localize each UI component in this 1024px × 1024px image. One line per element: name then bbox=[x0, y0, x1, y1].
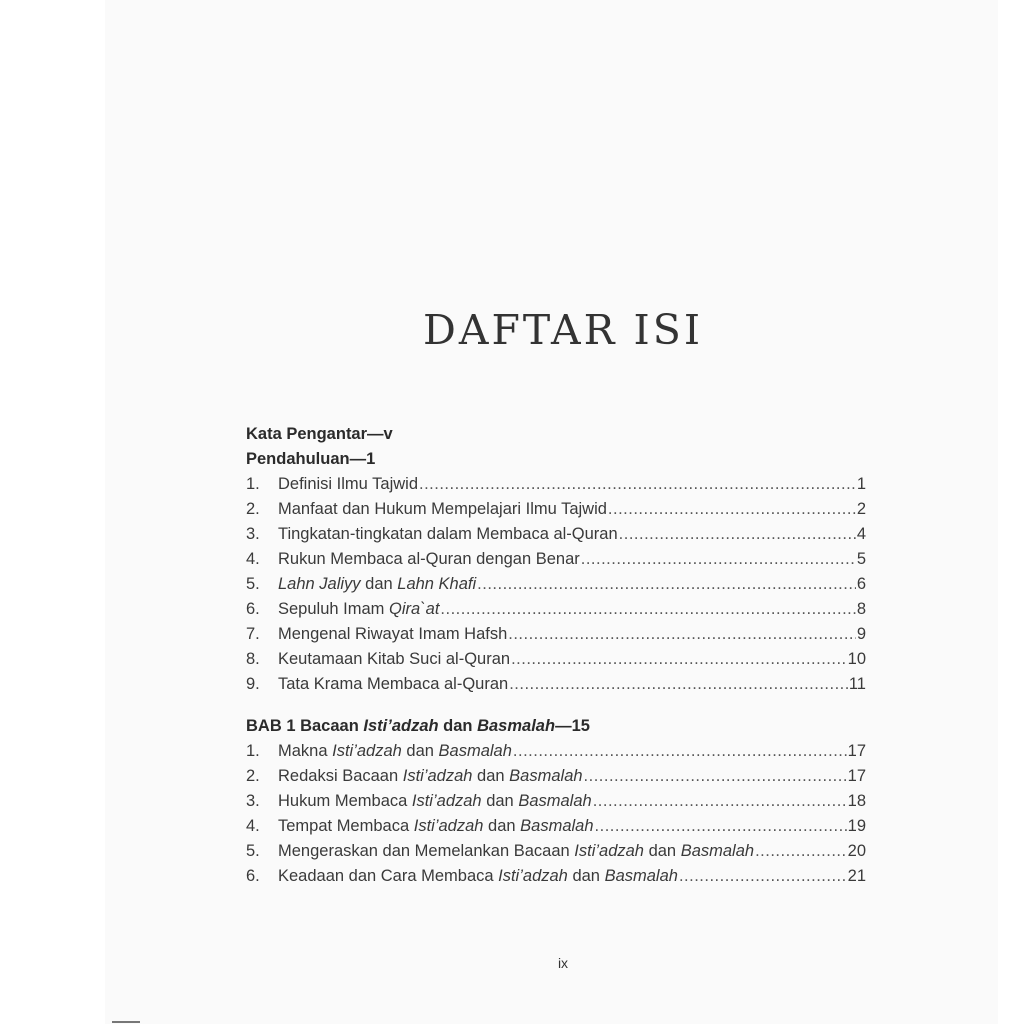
toc-entry[interactable] bbox=[246, 789, 866, 814]
table-of-contents bbox=[246, 422, 866, 889]
entry-text-part: Tingkatan-tingkatan dalam Membaca al-Quran bbox=[278, 525, 618, 543]
entry-text-part: Basmalah bbox=[438, 742, 512, 760]
entry-text-part: Isti’adzah bbox=[363, 717, 439, 735]
entry-text-part: Qira`at bbox=[388, 600, 440, 618]
entry-page-number: 4 bbox=[856, 525, 866, 543]
entry-text-part: Tata Krama Membaca al-Quran bbox=[278, 675, 509, 693]
dot-leader bbox=[477, 572, 856, 597]
entry-text-part: Isti’adzah bbox=[574, 842, 644, 860]
entry-text-part: Isti’adzah bbox=[498, 867, 568, 885]
entry-page-number: 6 bbox=[856, 575, 866, 593]
entry-text-part: Isti’adzah bbox=[402, 767, 473, 785]
entry-page-number: 2 bbox=[856, 500, 866, 518]
dot-leader bbox=[511, 647, 847, 672]
dot-leader bbox=[584, 764, 847, 789]
entry-number: 2. bbox=[246, 767, 260, 785]
dot-leader bbox=[608, 497, 856, 522]
entry-title bbox=[278, 864, 678, 889]
entry-number: 5. bbox=[246, 842, 260, 860]
entry-page-number: 21 bbox=[847, 867, 866, 885]
entry-text-part: Rukun Membaca al-Quran dengan Benar bbox=[278, 550, 580, 568]
entry-title bbox=[278, 789, 592, 814]
entry-page-number: 20 bbox=[847, 842, 866, 860]
entry-number: 9. bbox=[246, 675, 260, 693]
entry-text-part: Tempat Membaca bbox=[278, 817, 414, 835]
entry-text-part: dan bbox=[360, 575, 398, 593]
entry-text-part: dan bbox=[438, 717, 478, 735]
dot-leader bbox=[419, 472, 856, 497]
entry-number: 1. bbox=[246, 475, 260, 493]
entry-page-number: 18 bbox=[847, 792, 866, 810]
entry-number: 3. bbox=[246, 792, 260, 810]
entry-number: 3. bbox=[246, 525, 260, 543]
entry-text-part: dan bbox=[472, 767, 510, 785]
entry-text-part: Basmalah bbox=[509, 767, 583, 785]
dot-leader bbox=[595, 814, 847, 839]
dot-leader bbox=[513, 739, 847, 764]
entry-number: 4. bbox=[246, 817, 260, 835]
entry-text-part: Basmalah bbox=[518, 792, 592, 810]
dot-leader bbox=[755, 839, 847, 864]
entry-text-part: Basmalah bbox=[680, 842, 755, 860]
dot-leader bbox=[508, 622, 856, 647]
section-gap bbox=[246, 697, 866, 714]
dot-leader bbox=[509, 672, 848, 697]
entry-text-part: Isti’adzah bbox=[332, 742, 402, 760]
page-title: DAFTAR ISI bbox=[422, 306, 704, 354]
dot-leader bbox=[581, 547, 856, 572]
dot-leader bbox=[619, 522, 856, 547]
entry-text-part: —15 bbox=[555, 717, 590, 735]
toc-entry[interactable] bbox=[246, 622, 866, 647]
toc-heading-bab-1[interactable] bbox=[246, 714, 866, 739]
entry-text-part: Isti’adzah bbox=[413, 817, 484, 835]
entry-page-number: 17 bbox=[847, 742, 866, 760]
entry-text-part: Makna bbox=[278, 742, 333, 760]
entry-page-number: 10 bbox=[847, 650, 866, 668]
entry-page-number: 8 bbox=[856, 600, 866, 618]
entry-text-part: dan bbox=[401, 742, 439, 760]
entry-title bbox=[278, 572, 476, 597]
toc-entry[interactable] bbox=[246, 672, 866, 697]
entry-title bbox=[278, 472, 418, 497]
entry-text-part: dan bbox=[644, 842, 681, 860]
entry-title bbox=[278, 672, 508, 697]
entry-text-part: Basmalah bbox=[477, 717, 556, 735]
entry-text-part: dan bbox=[567, 867, 605, 885]
entry-page-number: 17 bbox=[847, 767, 866, 785]
entry-text-part: Mengenal Riwayat Imam Hafsh bbox=[278, 625, 508, 643]
entry-text-part: Lahn Khafi bbox=[397, 575, 477, 593]
toc-entry[interactable] bbox=[246, 497, 866, 522]
entry-text-part: Definisi Ilmu Tajwid bbox=[278, 475, 418, 493]
entry-text-part: BAB 1 Bacaan bbox=[246, 717, 364, 735]
toc-entry[interactable] bbox=[246, 764, 866, 789]
entry-title bbox=[278, 764, 583, 789]
toc-entry[interactable] bbox=[246, 647, 866, 672]
entry-page-number: 1 bbox=[856, 475, 866, 493]
entry-page-number: 19 bbox=[847, 817, 866, 835]
entry-text-part: Isti’adzah bbox=[411, 792, 482, 810]
entry-title bbox=[278, 497, 607, 522]
dot-leader bbox=[440, 597, 855, 622]
toc-entry[interactable] bbox=[246, 522, 866, 547]
toc-entry[interactable] bbox=[246, 572, 866, 597]
entry-text-part: Keadaan dan Cara Membaca bbox=[278, 867, 499, 885]
entry-number: 4. bbox=[246, 550, 260, 568]
entry-number: 1. bbox=[246, 742, 260, 760]
entry-title bbox=[278, 647, 510, 672]
entry-text-part: Basmalah bbox=[520, 817, 594, 835]
toc-entry[interactable] bbox=[246, 814, 866, 839]
entry-text-part: Manfaat dan Hukum Mempelajari Ilmu Tajwid bbox=[278, 500, 607, 518]
entry-text-part: Keutamaan Kitab Suci al-Quran bbox=[278, 650, 511, 668]
entry-number: 6. bbox=[246, 600, 260, 618]
entry-text-part: Basmalah bbox=[604, 867, 678, 885]
entry-page-number: 9 bbox=[856, 625, 866, 643]
chapter1-entries bbox=[246, 739, 866, 889]
entry-text-part: Mengeraskan dan Memelankan Bacaan bbox=[278, 842, 575, 860]
dot-leader bbox=[593, 789, 847, 814]
entry-title bbox=[278, 814, 594, 839]
entry-number: 6. bbox=[246, 867, 260, 885]
intro-entries bbox=[246, 472, 866, 697]
entry-text-part: Redaksi Bacaan bbox=[278, 767, 403, 785]
entry-page-number: 5 bbox=[856, 550, 866, 568]
entry-text-part: dan bbox=[481, 792, 519, 810]
toc-entry[interactable] bbox=[246, 864, 866, 889]
entry-number: 5. bbox=[246, 575, 260, 593]
entry-title bbox=[278, 597, 439, 622]
entry-title bbox=[278, 622, 507, 647]
entry-text-part: dan bbox=[483, 817, 521, 835]
entry-page-number: 11 bbox=[848, 675, 866, 693]
entry-text-part: Lahn Jaliyy bbox=[278, 575, 361, 593]
toc-entry[interactable] bbox=[246, 547, 866, 572]
entry-title bbox=[278, 522, 618, 547]
toc-entry[interactable] bbox=[246, 597, 866, 622]
entry-text-part: Sepuluh Imam bbox=[278, 600, 389, 618]
toc-heading-pendahuluan[interactable]: Pendahuluan—1 bbox=[246, 450, 376, 468]
toc-entry[interactable] bbox=[246, 472, 866, 497]
entry-number: 2. bbox=[246, 500, 260, 518]
entry-title bbox=[278, 739, 512, 764]
entry-text-part: Hukum Membaca bbox=[278, 792, 412, 810]
dot-leader bbox=[679, 864, 847, 889]
entry-number: 7. bbox=[246, 625, 260, 643]
page-number: ix bbox=[557, 955, 569, 971]
toc-entry[interactable] bbox=[246, 739, 866, 764]
toc-heading-kata-pengantar[interactable]: Kata Pengantar—v bbox=[246, 425, 393, 443]
entry-title bbox=[278, 547, 580, 572]
entry-title bbox=[278, 839, 754, 864]
entry-number: 8. bbox=[246, 650, 260, 668]
toc-entry[interactable] bbox=[246, 839, 866, 864]
page-edge-mark bbox=[112, 1021, 140, 1023]
